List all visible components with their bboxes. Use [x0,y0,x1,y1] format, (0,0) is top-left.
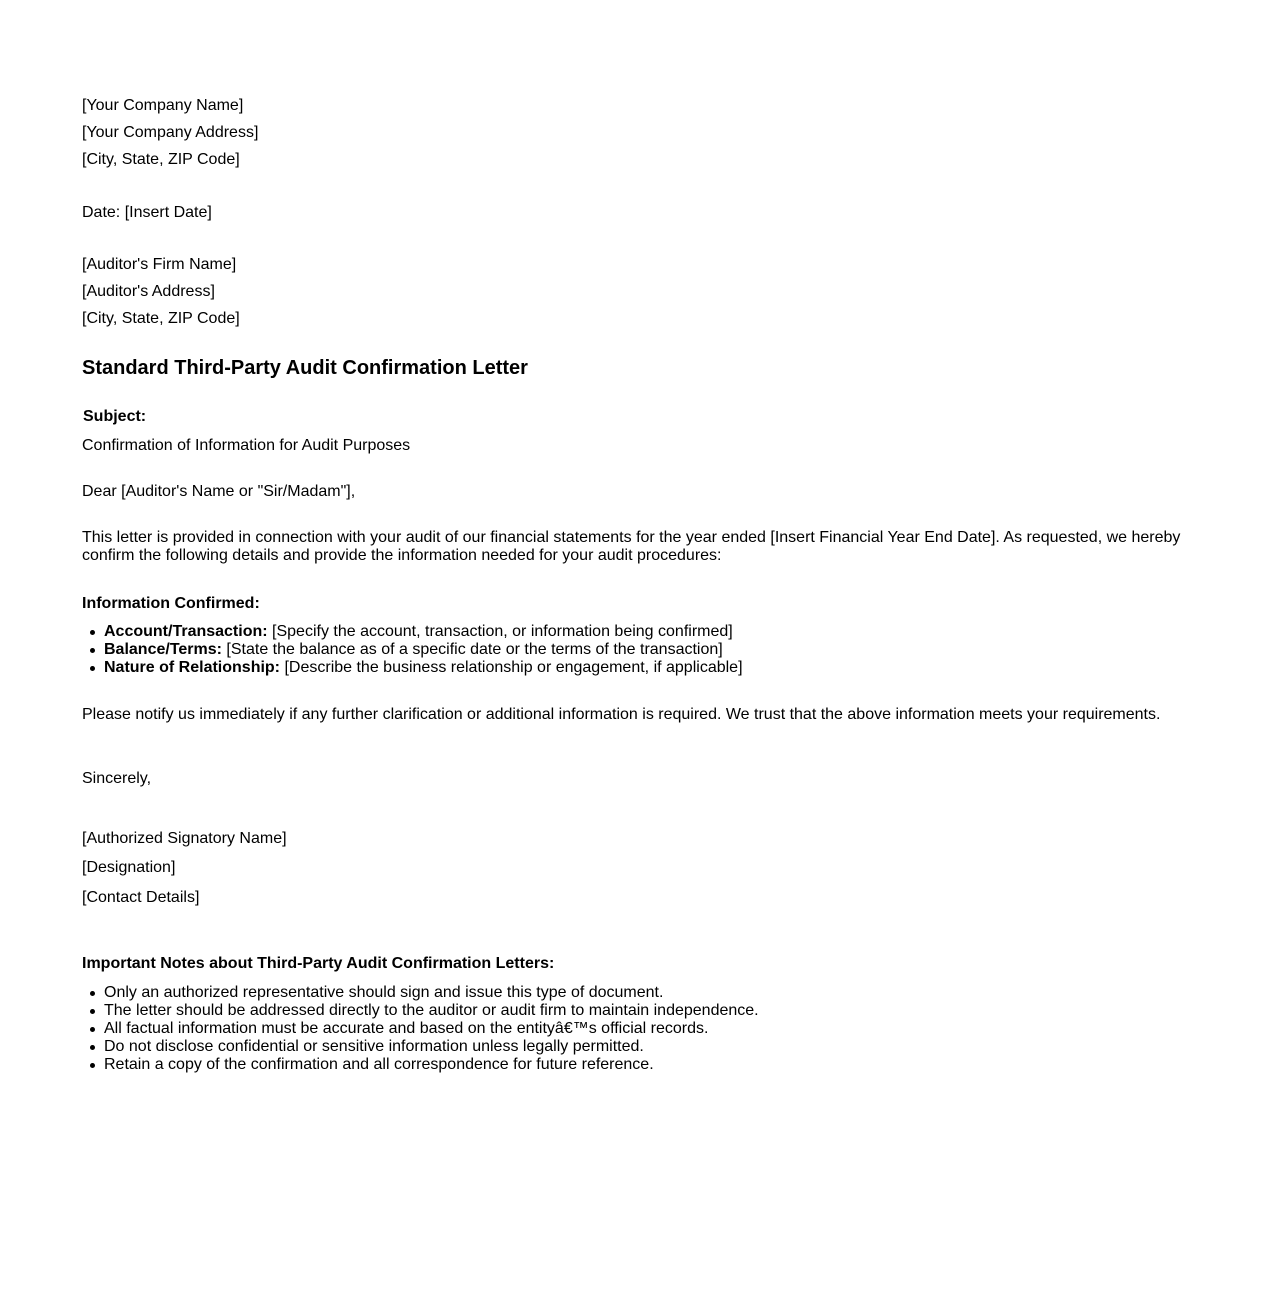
signoff: Sincerely, [82,770,152,787]
sender-city-state-zip: [City, State, ZIP Code] [82,151,240,168]
list-item: Retain a copy of the confirmation and all correspondence for future reference. [104,1056,759,1074]
list-item: All factual information must be accurate and based on the entityâ€™s official records. [104,1020,759,1038]
closing-paragraph: Please notify us immediately if any further clarification or additional information is required. We trust that the above information meets your requirements. [82,706,1161,723]
info-confirmed-heading: Information Confirmed: [82,595,260,612]
list-item: Only an authorized representative should sign and issue this type of document. [104,984,759,1002]
list-item-label: Balance/Terms: [104,641,222,658]
list-item-label: Account/Transaction: [104,623,268,640]
notes-heading: Important Notes about Third-Party Audit Confirmation Letters: [82,955,555,972]
list-item: Do not disclose confidential or sensitive information unless legally permitted. [104,1038,759,1056]
list-item-label: Nature of Relationship: [104,659,281,676]
salutation: Dear [Auditor's Name or "Sir/Madam"], [82,483,356,500]
date-line: Date: [Insert Date] [82,204,212,221]
signatory-name: [Authorized Signatory Name] [82,830,287,847]
letter-title: Standard Third-Party Audit Confirmation Letter [82,357,528,379]
list-item-text: [Specify the account, transaction, or information being confirmed] [267,623,733,640]
recipient-city-state-zip: [City, State, ZIP Code] [82,310,240,327]
recipient-address: [Auditor's Address] [82,283,215,300]
list-item-text: [State the balance as of a specific date or the terms of the transaction] [221,641,723,658]
list-item: The letter should be addressed directly to the auditor or audit firm to maintain independence. [104,1002,759,1019]
list-item [104,659,743,677]
recipient-firm-name: [Auditor's Firm Name] [82,256,237,273]
signatory-designation: [Designation] [82,859,176,876]
intro-paragraph: This letter is provided in connection with your audit of our financial statements for the year ended [Insert Financial Year End Date]. As requested, we hereby confirm the following details and provide the information needed for your audit procedures: [82,529,1181,564]
subject-label: Subject: [83,408,147,425]
list-item [104,641,743,659]
info-confirmed-list [82,623,743,677]
list-item-text: [Describe the business relationship or engagement, if applicable] [280,659,743,676]
sender-company-address: [Your Company Address] [82,124,259,141]
signatory-contact: [Contact Details] [82,889,200,906]
sender-company-name: [Your Company Name] [82,97,244,114]
notes-list [82,984,759,1074]
subject-text: Confirmation of Information for Audit Purposes [82,437,411,454]
list-item [104,623,743,641]
